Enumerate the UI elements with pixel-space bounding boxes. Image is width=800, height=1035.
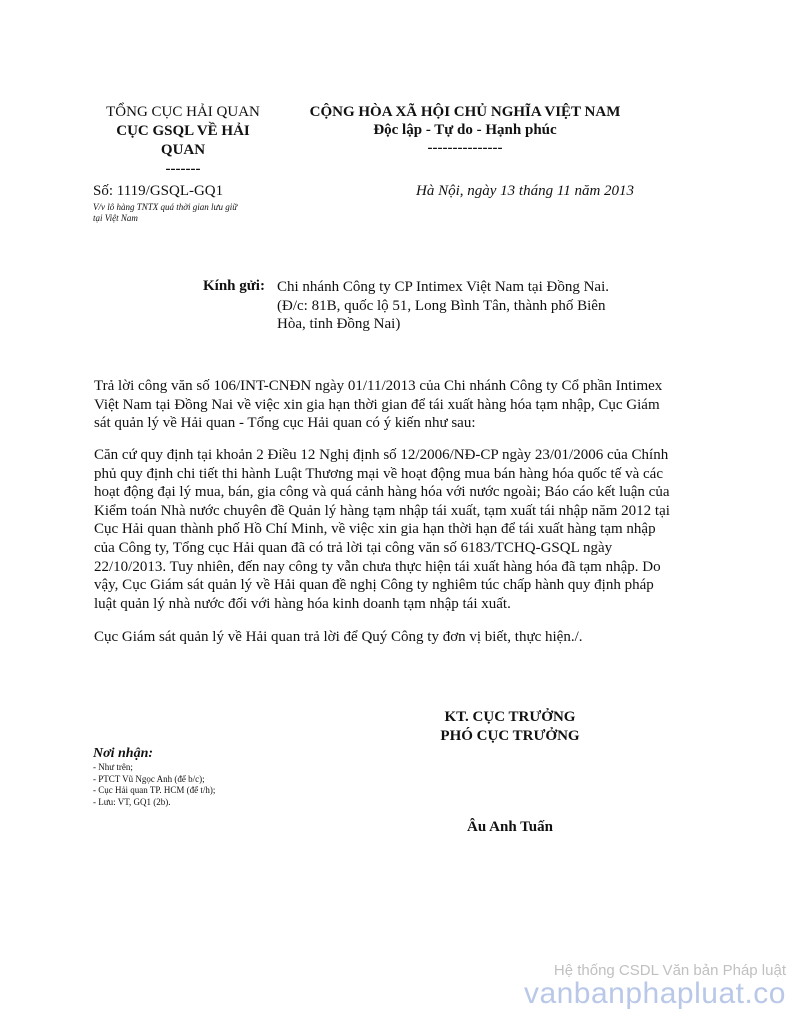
body-line: Trả lời công văn số 106/INT-CNĐN ngày 01/11/2013 của Chi nhánh Công ty Cổ phần Intimex (94, 378, 663, 394)
national-separator: --------------- (427, 140, 503, 156)
watermark-site: vanbanphapluat.co (523, 977, 786, 1010)
place-and-date: Hà Nội, ngày 13 tháng 11 năm 2013 (416, 183, 635, 199)
document-number: Số: 1119/GSQL-GQ1 (93, 183, 224, 199)
watermark-caption: Hệ thống CSDL Văn bản Pháp luật (553, 962, 786, 979)
body-line: Kiểm toán Nhà nước chuyên đề Quản lý hàng tạm nhập tái xuất, tạm xuất tái nhập năm 2012 tại (94, 502, 670, 519)
body-line: vậy, Cục Giám sát quản lý về Hải quan đề nghị Công ty nghiêm túc chấp hành quy định pháp (94, 577, 654, 594)
agency-name (88, 122, 278, 160)
national-header (290, 103, 640, 157)
document-subject-line1: V/v lô hàng TNTX quá thời gian lưu giữ (93, 202, 238, 212)
agency-separator: ------- (165, 161, 201, 177)
signer-title: KT. CỤC TRƯỞNG (444, 709, 576, 725)
recipients-list (93, 746, 353, 808)
national-title: CỘNG HÒA XÃ HỘI CHỦ NGHĨA VIỆT NAM (309, 104, 621, 120)
body-line: Cục Hải quan thành phố Hồ Chí Minh, về việc xin gia hạn thời hạn để tái xuất hàng tạm nhập (94, 521, 656, 538)
recipient-item: - Cục Hải quan TP. HCM (để t/h); (93, 785, 216, 795)
body-paragraph-3: Cục Giám sát quản lý về Hải quan trả lời để Quý Công ty đơn vị biết, thực hiện./. (94, 629, 583, 645)
recipient-line2: (Đ/c: 81B, quốc lộ 51, Long Bình Tân, thành phố Biên (277, 297, 606, 314)
body-line: luật quản lý nhà nước đối với hàng hóa kinh doanh tạm nhập tái xuất. (94, 595, 511, 612)
body-paragraph-1 (94, 377, 702, 433)
signer-position: PHÓ CỤC TRƯỞNG (440, 728, 580, 744)
agency-name-line2: QUAN (160, 142, 206, 158)
body-line: của Công ty, Tổng cục Hải quan đã có trả lời tại công văn số 6183/TCHQ-GSQL ngày (94, 539, 613, 556)
body-line: Việt Nam tại Đồng Nai về việc xin gia hạn thời gian để tái xuất hàng hóa tạm nhập, Cục Giám (94, 396, 660, 413)
recipient-item: - Như trên; (93, 762, 133, 772)
recipient-line1: Chi nhánh Công ty CP Intimex Việt Nam tại Đồng Nai. (277, 279, 609, 295)
body-line: sát quản lý về Hải quan - Tổng cục Hải quan có ý kiến như sau: (94, 415, 476, 432)
body-line: Căn cứ quy định tại khoản 2 Điều 12 Nghị định số 12/2006/NĐ-CP ngày 23/01/2006 của Chính (94, 447, 669, 463)
signer-title-block (405, 708, 615, 746)
agency-parent-name: TỔNG CỤC HẢI QUAN (106, 104, 260, 120)
agency-header (88, 103, 278, 179)
recipient-label: Kính gửi: (203, 278, 265, 294)
document-subject-line2: tại Việt Nam (93, 213, 138, 223)
recipients-title: Nơi nhận: (93, 746, 154, 761)
body-line: hoạt động đại lý mua, bán, gia công và quá cảnh hàng hóa với nước ngoài; Báo cáo kết luận của (94, 484, 670, 501)
recipient-item: - PTCT Vũ Ngọc Anh (để b/c); (93, 773, 205, 784)
body-line: phủ quy định chi tiết thi hành Luật Thương mại về hoạt động mua bán hàng hóa quốc tế và các (94, 465, 663, 482)
signer-name: Âu Anh Tuấn (467, 819, 553, 835)
recipient-line3: Hòa, tỉnh Đồng Nai) (277, 316, 401, 332)
body-line: 22/10/2013. Tuy nhiên, đến nay công ty vẫn chưa thực hiện tái xuất hàng hóa đã tạm nhập. Do (94, 558, 661, 575)
recipient-address (277, 278, 677, 334)
agency-name-line1: CỤC GSQL VỀ HẢI (116, 123, 250, 139)
national-motto: Độc lập - Tự do - Hạnh phúc (373, 122, 557, 138)
body-paragraph-2 (94, 446, 702, 613)
document-subject (93, 202, 313, 224)
recipient-item: - Lưu: VT, GQ1 (2b). (93, 796, 171, 807)
